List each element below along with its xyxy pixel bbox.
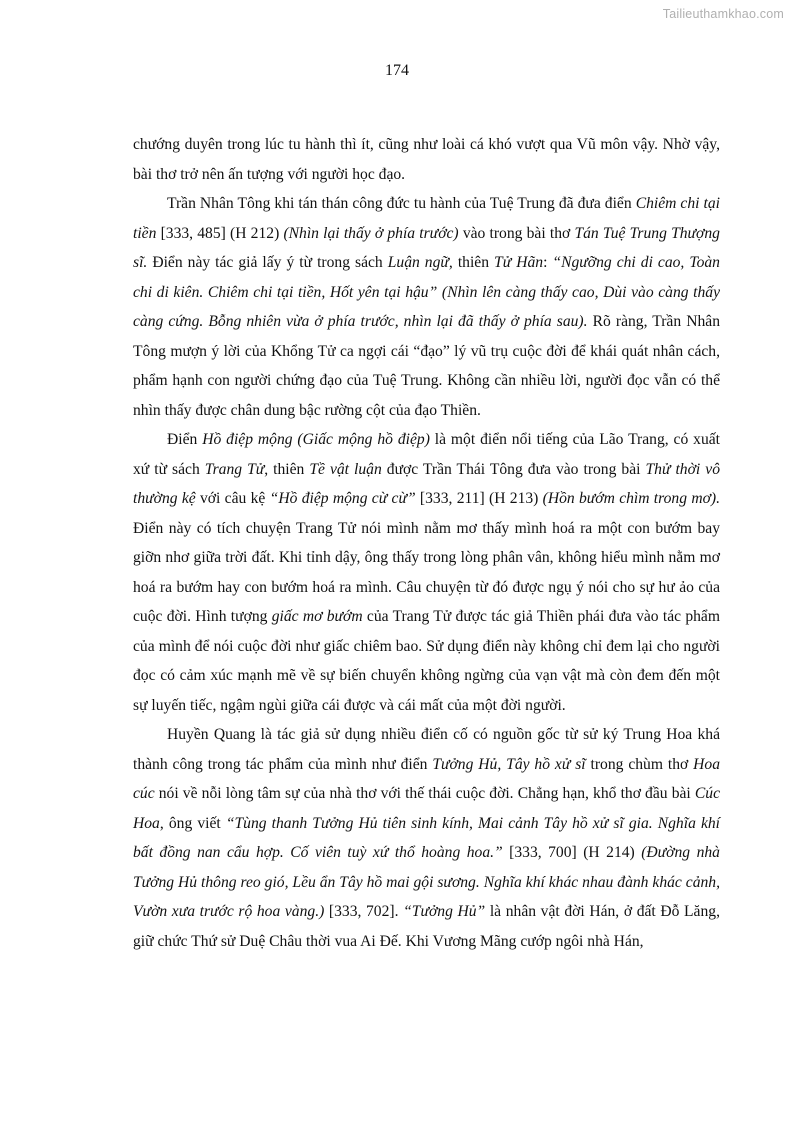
italic-text: Tử Hãn	[494, 254, 544, 271]
italic-text: giấc mơ bướm	[271, 608, 363, 625]
italic-text: Thử thời vô thường kệ	[133, 460, 720, 507]
text-run: [333, 485] (H 212)	[156, 224, 284, 242]
text-run: , ông viết	[159, 814, 226, 832]
text-run: Trần Nhân Tông khi tán thán công đức tu hành của Tuệ Trung đã đưa điển	[167, 195, 636, 212]
page-number: 174	[385, 62, 409, 79]
text-run: của Trang Tử được tác giả Thiền phái đưa vào tác phẩm của mình để nói cuộc đời như giấc chiêm bao. Sử dụng điển này không chỉ đem lại cho người đọc có cảm xúc mạnh mẽ về sự biến chuyển không ngừng của vạn vật mà còn đem đến một sự luyến tiếc, ngậm ngùi giữa cái được và cái mất của một đời người.	[133, 608, 720, 714]
text-run: vào trong bài thơ	[458, 224, 575, 242]
text-run: [333, 211] (H 213)	[415, 490, 543, 507]
text-run: Huyền Quang là tác giả sử dụng nhiều điển cố có nguồn gốc từ sử ký Trung Hoa khá thành công trong tác phẩm của mình như điển	[133, 726, 720, 773]
text-run: chướng duyên trong lúc tu hành thì ít, cũng như loài cá khó vượt qua Vũ môn vậy. Nhờ vậy, bài thơ trở nên ấn tượng với người học đạo.	[133, 136, 720, 183]
paragraph	[133, 189, 720, 425]
text-run: [333, 702].	[324, 903, 404, 920]
italic-text: “Hồ điệp mộng cừ cừ”	[269, 490, 416, 507]
italic-text: Tán Tuệ Trung Thượng sĩ.	[133, 224, 720, 271]
italic-text: “Tùng thanh Tưởng Hủ tiên sinh kính, Mai cảnh Tây hồ xử sĩ gia. Nghĩa khí bất đồng nan cẩu hợp. Cố viên tuỳ xứ thổ hoàng hoa.”	[133, 814, 721, 861]
text-run: Điển	[167, 431, 203, 448]
text-run: Rõ ràng, Trần Nhân Tông mượn ý lời của Khổng Tử ca ngợi cái “đạo” lý vũ trụ cuộc đời để khái quát nhân cách, phẩm hạnh con người chứng đạo của Tuệ Trung. Không cần nhiều lời, người đọc vẫn có thể nhìn thấy được chân dung bậc rường cột của đạo Thiền.	[133, 313, 720, 419]
paragraph	[133, 720, 720, 956]
text-run: Điển này tác giả lấy ý từ trong sách	[147, 254, 388, 271]
paragraph	[133, 130, 720, 189]
text-run: là một điển nổi tiếng của Lão Trang, có xuất xứ từ sách	[133, 431, 720, 478]
text-run: là nhân vật đời Hán, ở đất Đỗ Lăng, giữ chức Thứ sử Duệ Châu thời vua Ai Đế. Khi Vương Mãng cướp ngôi nhà Hán,	[133, 903, 720, 950]
italic-text: Cúc Hoa	[133, 785, 720, 832]
italic-text: Chiêm chi tại tiền	[133, 195, 720, 242]
text-run: Điển này có tích chuyện Trang Tử nói mình nằm mơ thấy mình hoá ra một con bướm bay giỡn nhơ giữa trời đất. Khi tỉnh dậy, ông thấy trong lòng phân vân, không hiểu mình nằm mơ hoá ra bướm hay con bướm hoá ra mình. Câu chuyện từ đó được ngụ ý nói cho sự hư ảo của cuộc đời. Hình tượng	[133, 519, 720, 625]
italic-text: Tề vật luận	[309, 460, 382, 478]
italic-text: Hoa cúc	[133, 755, 721, 802]
italic-text: Tưởng Hủ, Tây hồ xử sĩ	[432, 755, 586, 773]
watermark: Tailieuthamkhao.com	[662, 7, 784, 21]
text-run: được Trần Thái Tông đưa vào trong bài	[381, 460, 646, 478]
text-run: , thiên	[264, 460, 310, 478]
paragraph	[133, 425, 720, 720]
italic-text: Luận ngữ,	[387, 254, 453, 271]
text-run: thiên	[452, 254, 495, 271]
italic-text: Hồ điệp mộng (Giấc mộng hồ điệp)	[202, 431, 430, 448]
italic-text: (Nhìn lại thấy ở phía trước)	[283, 224, 459, 242]
text-run: :	[543, 254, 553, 271]
italic-text: “Tưởng Hủ”	[403, 903, 486, 920]
italic-text: “Ngưỡng chi di cao, Toàn chi di kiên. Chiêm chi tại tiền, Hốt yên tại hậu” (Nhìn lên càng thấy cao, Dùi vào càng thấy càng cứng. Bỗng nhiên vừa ở phía trước, nhìn lại đã thấy ở phía sau).	[133, 254, 720, 330]
italic-text: (Hồn bướm chìm trong mơ).	[542, 490, 720, 507]
italic-text: Trang Tử	[204, 460, 265, 478]
text-run: nói về nỗi lòng tâm sự của nhà thơ với thế thái cuộc đời. Chẳng hạn, khổ thơ đầu bài	[154, 785, 695, 802]
text-run: với câu kệ	[195, 490, 270, 507]
body-text	[133, 130, 720, 956]
text-run: [333, 700] (H 214)	[502, 844, 642, 861]
italic-text: (Đường nhà Tưởng Hủ thông reo gió, Lều ẩn Tây hồ mai gội sương. Nghĩa khí khác nhau đành khác cảnh, Vườn xưa trước rộ hoa vàng.)	[133, 844, 720, 920]
text-run: trong chùm thơ	[585, 755, 694, 773]
